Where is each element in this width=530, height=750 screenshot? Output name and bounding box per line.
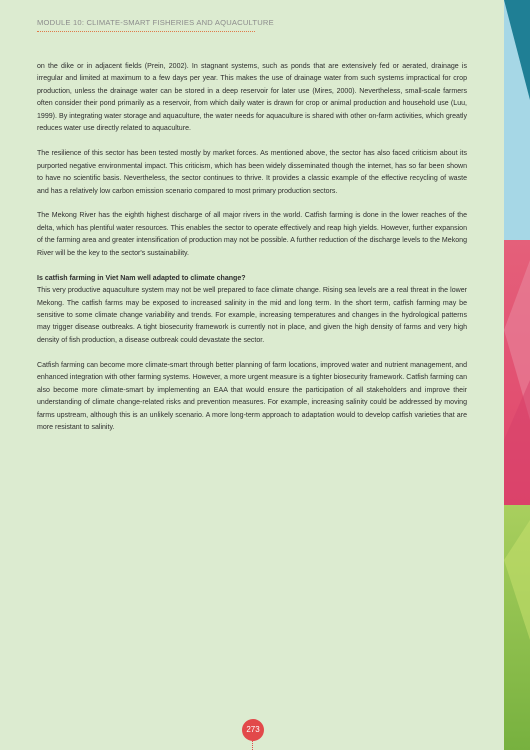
paragraph: Catfish farming can become more climate-smart through better planning of farm locations, improved water and nutrient management, and enhanced integration with other farming systems. However, a more urgent measure is a tighter biosecurity framework. Catfish farming can also become more climate-smart by implementing an EAA that would ensure the participation of all stakeholders and improve their understanding of climate change-related risks and prevention measures. For example, increasing salinity could be addressed by moving farms upstream, although this is an unlikely scenario. A more long-term approach to adaptation would to develop catfish varieties that are more resistant to salinity. — [37, 361, 467, 432]
section-subheading: Is catfish farming in Viet Nam well adapted to climate change? — [37, 274, 246, 282]
running-header: MODULE 10: CLIMATE-SMART FISHERIES AND AQUACULTURE — [37, 18, 274, 27]
paragraph: The resilience of this sector has been tested mostly by market forces. As mentioned above, the sector has also faced criticism about its purported negative environmental impact. This criticism, which has been widely disseminated though the internet, has so far been shown to have no scientific basis. Nevertheless, the sector continues to thrive. It provides a classic example of the effective recycling of waste and has a relatively low carbon emission scenario compared to most primary production sectors. — [37, 150, 467, 195]
page-number-badge: 273 — [242, 719, 264, 741]
paragraph: on the dike or in adjacent fields (Prein, 2002). In stagnant systems, such as ponds that are extensively fed or aerated, drainage is irregular and limited at maximum to a few days per year. This makes the use of drainage water from such systems impractical for crop production, unless the drainage water can be stored in a deep reservoir for later use (Mires, 2000). Nevertheless, small-scale farmers often consider their pond primarily as a reservoir, from which daily water is drawn for crop or animal production and household use (Luu, 1999). By integrating water storage and aquaculture, the water needs for aquaculture is shared with other on-farm activities, which greatly reduces water use directly related to aquaculture. — [37, 63, 467, 133]
header-divider — [37, 31, 255, 32]
paragraph: This very productive aquaculture system may not be well prepared to face climate change. Rising sea levels are a real threat in the lower Mekong. The catfish farms may be exposed to increased salinity in the mid and long term. In the short term, catfish farming may be sensitive to some climate change variability and trends. For example, increasing temperatures and changes in the hydrological patterns may trigger disease outbreaks. A tight biosecurity framework is currently not in place, and given the high density of farms and very high density of fish production, a disease outbreak could devastate the sector. — [37, 287, 467, 344]
decorative-color-band — [504, 0, 530, 750]
paragraph: The Mekong River has the eighth highest discharge of all major rivers in the world. Catfish farming is done in the lower reaches of the delta, which has plentiful water resources. This enables the sector to operate effectively and reap high yields. However, further expansion of the farming area and greater intensification of production may not be possible. A further reduction of the discharge levels to the Mekong River will be the key to the sector's sustainability. — [37, 212, 467, 257]
color-band-graphic — [504, 0, 530, 750]
footer-dotted-line — [252, 741, 253, 750]
body-text — [37, 61, 467, 447]
